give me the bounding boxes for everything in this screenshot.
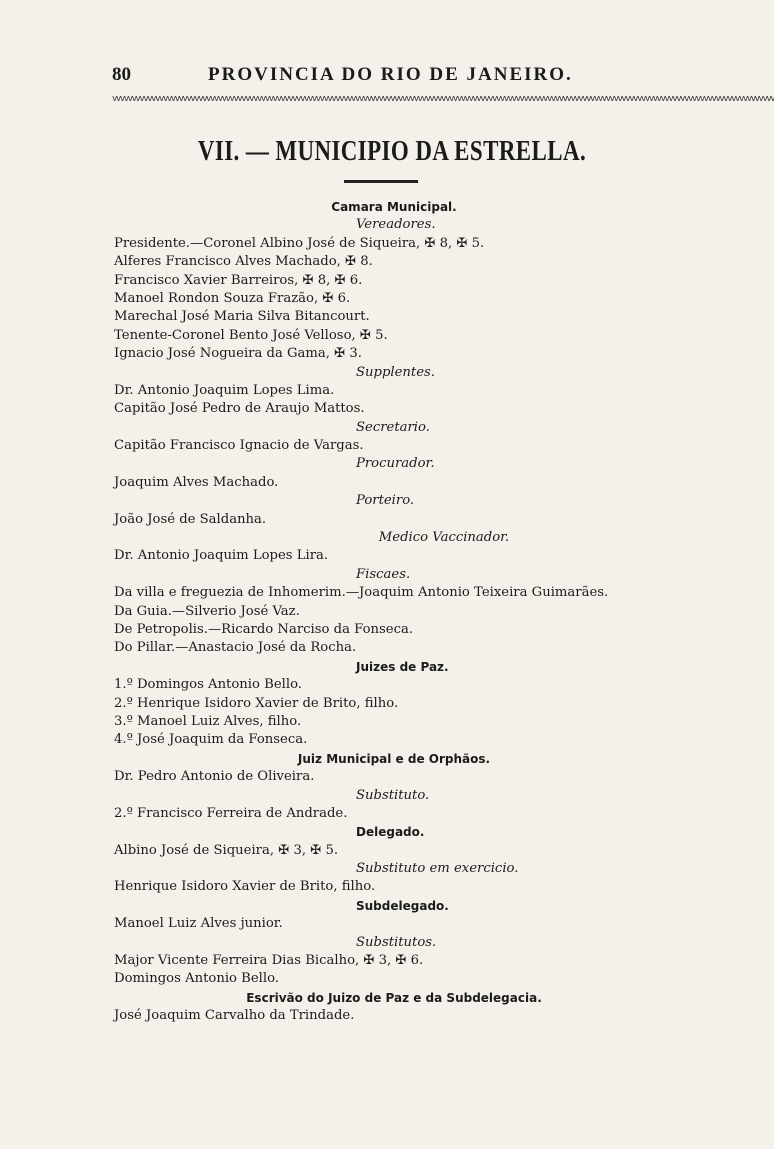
entry-line: Joaquim Alves Machado. [114,474,279,490]
subheading: Supplentes. [356,364,435,380]
entry-line: 4.º José Joaquim da Fonseca. [114,732,308,748]
entry-line: Dr. Antonio Joaquim Lopes Lima. [114,382,335,398]
page-header [112,64,672,90]
entry-line: Capitão José Pedro de Araujo Mattos. [114,401,365,417]
ornamental-wavy-rule: vvvvvvvvvvvvvvvvvvvvvvvvvvvvvvvvvvvvvvvvvvvvvvvvvvvvvvvvvvvvvvvvvvvvvvvvvvvvvvvvvvvvvvvvvvvvvvvvvvvvvvvvvvvvvvvvvvvvvvvvvvvvvvvvvvvvvvvvvvvvvvvvvvvvvvvvvvvvvvvvvvvvvvvvv [112,94,774,104]
section-heading: Escrivão do Juizo de Paz e da Subdelegacia. [246,990,542,1005]
entry-line: Da villa e freguezia de Inhomerim.—Joaquim Antonio Teixeira Guimarães. [114,585,609,601]
entry-line: Albino José de Siqueira, ✠ 3, ✠ 5. [114,842,339,858]
entry-line: Manoel Rondon Souza Frazão, ✠ 6. [114,290,351,306]
subheading: Porteiro. [356,493,415,509]
entry-line: Tenente-Coronel Bento José Velloso, ✠ 5. [114,327,388,343]
subheading: Procurador. [356,456,435,472]
entry-line: Presidente.—Coronel Albino José de Siqueira, ✠ 8, ✠ 5. [114,235,485,251]
subheading: Secretario. [356,419,430,435]
entry-line: Ignacio José Nogueira da Gama, ✠ 3. [114,346,362,362]
subheading: Vereadores. [356,217,436,233]
entry-line: 2.º Henrique Isidoro Xavier de Brito, filho. [114,695,399,711]
running-title: PROVINCIA DO RIO DE JANEIRO. [208,64,573,85]
entry-line: De Petropolis.—Ricardo Narciso da Fonseca. [114,621,414,637]
section-heading: Juiz Municipal e de Orphãos. [297,751,491,766]
entry-line: Major Vicente Ferreira Dias Bicalho, ✠ 3, ✠ 6. [114,953,424,969]
section-heading: Camara Municipal. [331,200,457,214]
section-heading: Juizes de Paz. [356,659,449,674]
page-number: 80 [112,64,131,85]
section-heading: Delegado. [356,825,425,840]
subheading: Fiscaes. [356,566,411,582]
entry-line: Dr. Pedro Antonio de Oliveira. [114,769,315,785]
document-body [114,198,674,1026]
entry-line: Alferes Francisco Alves Machado, ✠ 8. [114,254,373,270]
entry-line: Da Guia.—Silverio José Vaz. [114,603,300,619]
entry-line: Marechal José Maria Silva Bitancourt. [114,309,370,325]
entry-line: Manoel Luiz Alves junior. [114,916,283,932]
section-title: VII. — MUNICIPIO DA ESTRELLA. [197,136,587,167]
subheading: Medico Vaccinador. [378,530,510,546]
entry-line: Domingos Antonio Bello. [114,971,279,987]
section-heading: Subdelegado. [356,898,449,913]
entry-line: Henrique Isidoro Xavier de Brito, filho. [114,879,376,895]
entry-line: 3.º Manoel Luiz Alves, filho. [114,713,302,729]
entry-line: Francisco Xavier Barreiros, ✠ 8, ✠ 6. [114,272,363,288]
entry-line: João José de Saldanha. [114,511,267,527]
entry-line: Do Pillar.—Anastacio José da Rocha. [114,640,357,656]
title-divider [344,180,418,183]
subheading: Substituto em exercicio. [356,861,519,877]
entry-line: 1.º Domingos Antonio Bello. [114,677,302,693]
subheading: Substituto. [356,787,430,803]
entry-line: Capitão Francisco Ignacio de Vargas. [114,438,364,454]
subheading: Substitutos. [356,934,437,950]
entry-line: 2.º Francisco Ferreira de Andrade. [114,805,348,821]
entry-line: Dr. Antonio Joaquim Lopes Lira. [114,548,329,564]
entry-line: José Joaquim Carvalho da Trindade. [114,1008,355,1024]
